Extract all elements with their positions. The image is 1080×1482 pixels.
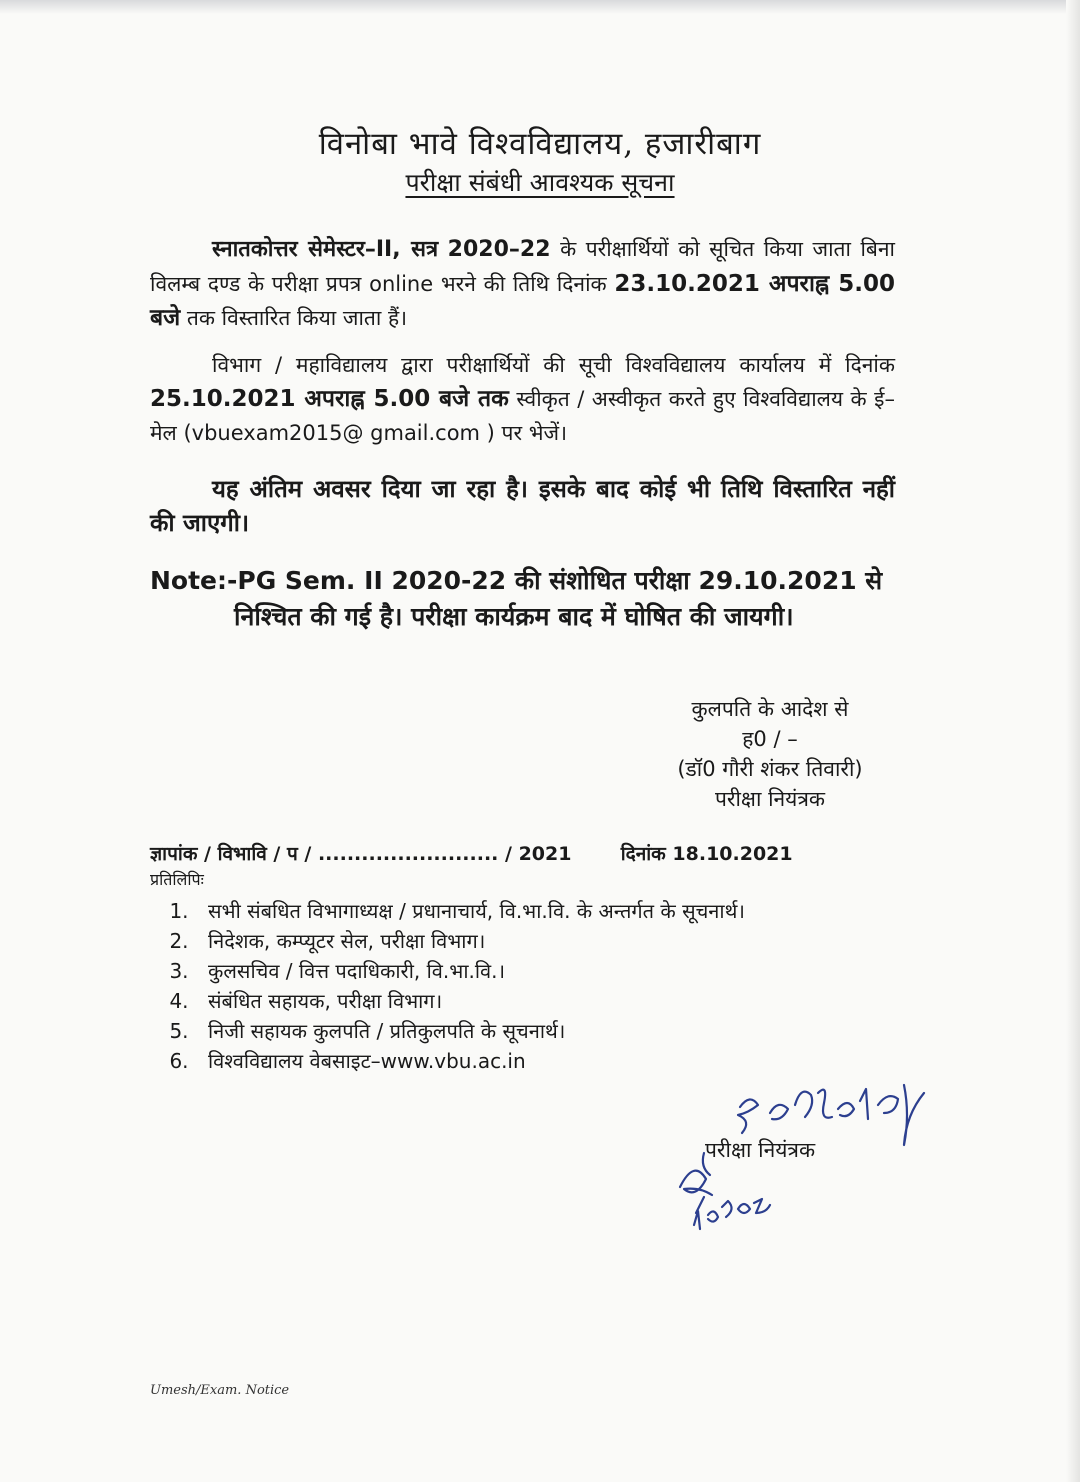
university-title: विनोबा भावे विश्वविद्यालय, हजारीबाग (318, 126, 762, 162)
signature-line-signed: ह0 / – (742, 727, 798, 751)
paragraph2-deadline: 25.10.2021 अपराह्न 5.00 बजे तक (150, 386, 509, 412)
scan-shadow-right (1066, 0, 1080, 1482)
list-item: 6. विश्वविद्यालय वेबसाइट–www.vbu.ac.in (169, 1049, 526, 1073)
footer-reference: Umesh/Exam. Notice (150, 1383, 290, 1398)
paragraph2-start: विभाग / महाविद्यालय द्वारा परीक्षार्थियों की सूची विश्वविद्यालय कार्यालय में दिनांक (212, 353, 895, 377)
issue-date: 18.10.2021 (672, 843, 793, 865)
date-label: दिनांक (620, 843, 666, 865)
memo-number: ज्ञापांक / विभावि / प / ......................... / 2021 (150, 843, 572, 865)
paragraph1-middle: के परीक्षार्थियों को सूचित किया जाता बिना विलम्ब दण्ड के परीक्षा प्रपत्र online भरने की तिथि दिनांक (150, 237, 895, 296)
handwritten-signature (660, 1075, 960, 1255)
paragraph-form-deadline (150, 232, 895, 335)
copy-to-list (150, 896, 745, 1076)
note-rest: निश्चित की गई है। परीक्षा कार्यक्रम बाद में घोषित की जायगी। (234, 602, 794, 631)
paragraph1-lead: स्नातकोत्तर सेमेस्टर–II, सत्र (212, 237, 439, 262)
notice-subtitle-text: परीक्षा संबंधी आवश्यक सूचना (405, 168, 675, 197)
paragraph-list-deadline (150, 348, 895, 450)
scan-shadow-top (0, 0, 1080, 14)
list-item: 2. निदेशक, कम्प्यूटर सेल, परीक्षा विभाग। (169, 929, 486, 953)
list-item: 5. निजी सहायक कुलपति / प्रतिकुलपति के सूचनार्थ। (169, 1019, 566, 1043)
notice-subtitle (0, 165, 1080, 199)
signed-designation: परीक्षा नियंत्रक (705, 1138, 816, 1162)
note-first-line: Note:-PG Sem. II 2020-22 की संशोधित परीक्षा 29.10.2021 से (150, 566, 883, 595)
copy-to-label: प्रतिलिपिः (150, 870, 204, 889)
paragraph1-session: 2020–22 (447, 237, 551, 262)
list-item: 1. सभी संबधित विभागाध्यक्ष / प्रधानाचार्य, वि.भा.वि. के अन्तर्गत के सूचनार्थ। (169, 899, 745, 923)
signature-line-designation: परीक्षा नियंत्रक (714, 787, 826, 811)
list-item: 3. कुलसचिव / वित्त पदाधिकारी, वि.भा.वि.। (169, 959, 506, 983)
paragraph2-end: स्वीकृत / अस्वीकृत करते हुए विश्वविद्यालय के ई–मेल (vbuexam2015@ gmail.com ) पर भेजें। (150, 387, 895, 445)
paragraph1-end: तक विस्तारित किया जाता हैं। (186, 306, 408, 330)
signature-line-name: (डॉ0 गौरी शंकर तिवारी) (677, 757, 863, 781)
reference-line (150, 840, 793, 866)
note-paragraph (150, 563, 895, 635)
paragraph1-deadline: 23.10.2021 अपराह्न 5.00 बजे (150, 271, 895, 331)
list-item: 4. संबंधित सहायक, परीक्षा विभाग। (169, 989, 443, 1013)
final-chance-paragraph: यह अंतिम अवसर दिया जा रहा है। इसके बाद कोई भी तिथि विस्तारित नहीं की जाएगी। (150, 475, 895, 537)
signature-line-order: कुलपति के आदेश से (691, 697, 849, 721)
signature-block (640, 694, 900, 814)
